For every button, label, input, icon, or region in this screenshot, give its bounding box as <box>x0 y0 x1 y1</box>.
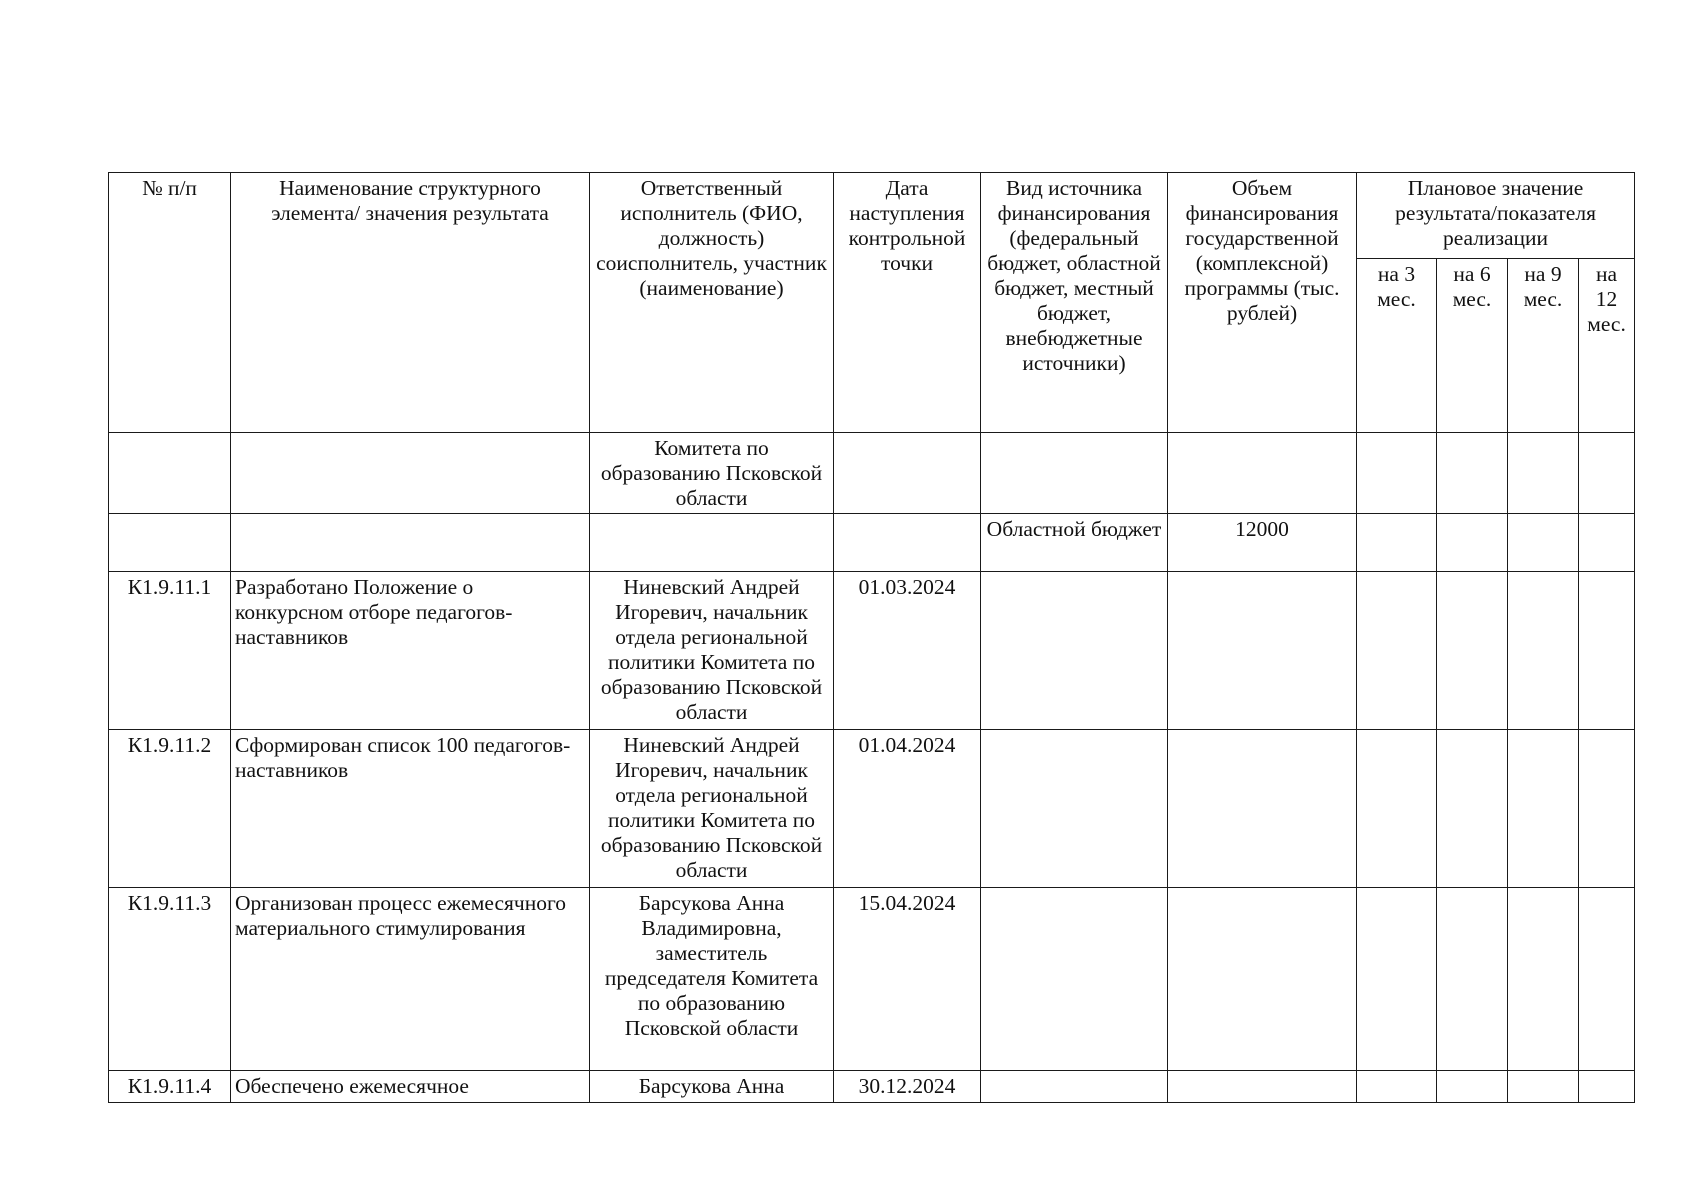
cell-m9 <box>1508 730 1579 888</box>
header-row <box>109 173 1635 259</box>
cell-date: 01.03.2024 <box>834 572 981 730</box>
cell-volume <box>1168 572 1357 730</box>
cell-m3 <box>1357 514 1437 572</box>
cell-name: Сформирован список 100 педагогов-наставников <box>231 730 590 888</box>
cell-num <box>109 514 231 572</box>
cell-responsible <box>590 514 834 572</box>
table-row <box>109 888 1635 1071</box>
header-volume: Объем финансирования государственной (комплексной) программы (тыс. рублей) <box>1168 173 1357 433</box>
cell-volume: 12000 <box>1168 514 1357 572</box>
plan-table <box>108 172 1635 1103</box>
table-row <box>109 433 1635 514</box>
cell-m12 <box>1579 572 1635 730</box>
cell-source <box>981 433 1168 514</box>
cell-m6 <box>1437 730 1508 888</box>
cell-name <box>231 514 590 572</box>
cell-m3 <box>1357 730 1437 888</box>
cell-responsible: Барсукова Анна <box>590 1071 834 1103</box>
cell-num: К1.9.11.4 <box>109 1071 231 1103</box>
cell-m9 <box>1508 888 1579 1071</box>
header-date: Дата наступления контрольной точки <box>834 173 981 433</box>
cell-volume <box>1168 730 1357 888</box>
table-row <box>109 1071 1635 1103</box>
cell-m12 <box>1579 730 1635 888</box>
cell-responsible: Барсукова Анна Владимировна, заместитель председателя Комитета по образованию Псковской области <box>590 888 834 1071</box>
cell-m6 <box>1437 888 1508 1071</box>
cell-date: 30.12.2024 <box>834 1071 981 1103</box>
cell-m12 <box>1579 888 1635 1071</box>
cell-name: Обеспечено ежемесячное <box>231 1071 590 1103</box>
cell-responsible: Ниневский Андрей Игоревич, начальник отдела региональной политики Комитета по образованию Псковской области <box>590 730 834 888</box>
cell-num: К1.9.11.3 <box>109 888 231 1071</box>
table-row <box>109 730 1635 888</box>
cell-m3 <box>1357 433 1437 514</box>
cell-source <box>981 730 1168 888</box>
cell-responsible: Ниневский Андрей Игоревич, начальник отдела региональной политики Комитета по образованию Псковской области <box>590 572 834 730</box>
cell-date: 01.04.2024 <box>834 730 981 888</box>
cell-m3 <box>1357 888 1437 1071</box>
cell-source <box>981 572 1168 730</box>
header-m12: на 12 мес. <box>1579 259 1635 433</box>
cell-m12 <box>1579 514 1635 572</box>
cell-volume <box>1168 888 1357 1071</box>
header-m3: на 3 мес. <box>1357 259 1437 433</box>
cell-source: Областной бюджет <box>981 514 1168 572</box>
cell-m12 <box>1579 433 1635 514</box>
cell-m6 <box>1437 433 1508 514</box>
cell-date: 15.04.2024 <box>834 888 981 1071</box>
cell-m9 <box>1508 433 1579 514</box>
table-row <box>109 572 1635 730</box>
cell-date <box>834 433 981 514</box>
cell-m9 <box>1508 514 1579 572</box>
table-row <box>109 514 1635 572</box>
cell-num: К1.9.11.1 <box>109 572 231 730</box>
header-name: Наименование структурного элемента/ значения результата <box>231 173 590 433</box>
cell-m6 <box>1437 1071 1508 1103</box>
header-num: № п/п <box>109 173 231 433</box>
cell-m3 <box>1357 1071 1437 1103</box>
header-m9: на 9 мес. <box>1508 259 1579 433</box>
cell-name: Разработано Положение о конкурсном отборе педагогов-наставников <box>231 572 590 730</box>
cell-m6 <box>1437 514 1508 572</box>
header-plan: Плановое значение результата/показателя реализации <box>1357 173 1635 259</box>
cell-m12 <box>1579 1071 1635 1103</box>
cell-m9 <box>1508 1071 1579 1103</box>
cell-name <box>231 433 590 514</box>
header-source: Вид источника финансирования (федеральный бюджет, областной бюджет, местный бюджет, внебюджетные источники) <box>981 173 1168 433</box>
cell-source <box>981 1071 1168 1103</box>
cell-date <box>834 514 981 572</box>
cell-m9 <box>1508 572 1579 730</box>
cell-num <box>109 433 231 514</box>
cell-name: Организован процесс ежемесячного материального стимулирования <box>231 888 590 1071</box>
cell-m6 <box>1437 572 1508 730</box>
cell-volume <box>1168 433 1357 514</box>
cell-m3 <box>1357 572 1437 730</box>
cell-responsible: Комитета по образованию Псковской области <box>590 433 834 514</box>
header-responsible: Ответственный исполнитель (ФИО, должность) соисполнитель, участник (наименование) <box>590 173 834 433</box>
cell-num: К1.9.11.2 <box>109 730 231 888</box>
cell-source <box>981 888 1168 1071</box>
header-m6: на 6 мес. <box>1437 259 1508 433</box>
cell-volume <box>1168 1071 1357 1103</box>
